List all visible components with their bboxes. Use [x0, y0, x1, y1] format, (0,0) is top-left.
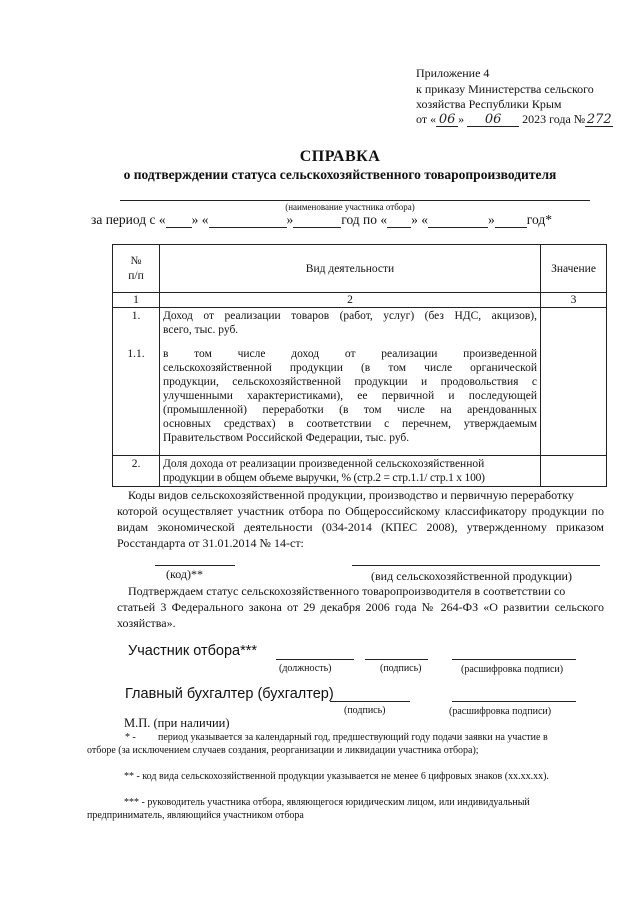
- period-suffix: год*: [526, 212, 552, 227]
- codes-line-2: которой осуществляет участник отбора по Общероссийскому классификатору продукции по: [117, 504, 604, 518]
- row-2-text: [160, 456, 541, 487]
- col-number-2: 2: [160, 293, 541, 308]
- codes-line-4: Росстандарта от 31.01.2014 № 14-ст:: [117, 536, 304, 550]
- footnote-2-mark: **: [124, 771, 134, 782]
- codes-line-3: видам экономической деятельности (034-2014 (КПЕС 2008), утвержденному приказом: [117, 520, 604, 534]
- code-line: [155, 565, 235, 566]
- accountant-signature-line: [330, 701, 410, 702]
- period-from-day-blank: [166, 215, 192, 228]
- period-line: [91, 212, 552, 228]
- row-2-line-1: Доля дохода от реализации произведенной сельскохозяйственной: [163, 458, 485, 470]
- product-caption: (вид сельскохозяйственной продукции): [371, 569, 572, 583]
- period-to: год по «: [341, 212, 388, 227]
- footnote-1-line-2: отборе (за исключением случаев создания, реорганизации и ликвидации участника отбора);: [87, 745, 479, 756]
- period-to-year-blank: [495, 215, 527, 228]
- period-to-day-blank: [387, 215, 411, 228]
- row-1-1-line-7: Правительством Российской Федерации, тыс. руб.: [163, 432, 410, 444]
- confirm-line-2: статьей 3 Федерального закона от 29 декабря 2006 года № 264-ФЗ «О развитии сельского: [117, 600, 604, 614]
- appendix-number: Приложение 4: [416, 66, 490, 80]
- footnote-3-line-1: [124, 797, 530, 808]
- period-sep-4: »: [488, 212, 495, 227]
- period-sep-2: »: [286, 212, 294, 227]
- position-caption: (должность): [279, 663, 332, 674]
- period-sep-3: » «: [411, 212, 429, 227]
- row-texts-cell: [160, 308, 541, 456]
- row-1-1-line-3: продукции, сельскохозяйственной продукции и продовольствия с: [163, 376, 537, 388]
- codes-line-1: Коды видов сельскохозяйственной продукции, производство и первичную переработку: [128, 488, 574, 502]
- period-to-month-blank: [428, 215, 488, 228]
- date-year: 2023 года №: [522, 112, 586, 126]
- accountant-label: Главный бухгалтер (бухгалтер): [125, 686, 334, 702]
- row-1-value: [541, 308, 607, 456]
- period-sep-1: » «: [191, 212, 209, 227]
- document-title: СПРАВКА: [299, 148, 381, 165]
- table-header-row: [113, 245, 607, 293]
- header-num: № п/п: [113, 245, 160, 293]
- period-prefix: за период с «: [91, 212, 166, 227]
- date-mid: »: [458, 112, 465, 126]
- decoding-caption: (расшифровка подписи): [461, 664, 564, 675]
- date-prefix: от «: [416, 112, 437, 126]
- date-day: 06: [436, 112, 458, 127]
- row-1-1-line-2: сельскохозяйственной продукции (в том числе органической: [163, 362, 537, 374]
- accountant-signature-caption: (подпись): [344, 705, 386, 716]
- row-1-num: 1.: [131, 310, 141, 322]
- row-1-line-2: всего, тыс. руб.: [163, 324, 239, 336]
- header-value: Значение: [541, 245, 607, 293]
- confirm-paragraph: [117, 583, 604, 631]
- footnote-1-mark: * -: [125, 732, 136, 743]
- participant-name-caption: (наименование участника отбора): [285, 202, 415, 212]
- decoding-line: [452, 659, 576, 660]
- footnote-1-line-1: период указывается за календарный год, предшествующий году подачи заявки на участие в: [158, 732, 548, 743]
- appendix-line-3: хозяйства Республики Крым: [416, 97, 562, 111]
- row-2-num: 2.: [113, 456, 160, 487]
- appendix-date-line: [416, 112, 613, 127]
- participant-name-line: [120, 200, 590, 201]
- footnote-2: [124, 771, 549, 782]
- signature-line: [365, 659, 428, 660]
- period-from-year-blank: [293, 215, 341, 228]
- row-1-1-line-5: (промышленной) переработки (в том числе на арендованных: [163, 404, 537, 416]
- row-1-1-num: 1.1.: [127, 348, 145, 360]
- position-line: [276, 659, 354, 660]
- row-1-line-1: Доход от реализации товаров (работ, услуг) (без НДС, акцизов),: [163, 310, 537, 322]
- footnote-3-text: - руководитель участника отбора, являющегося юридическим лицом, или индивидуальный: [141, 797, 530, 808]
- row-2-line-2: продукции в общем объеме выручки, % (стр.2 = стр.1.1/ стр.1 х 100): [163, 472, 485, 484]
- header-activity: Вид деятельности: [160, 245, 541, 293]
- date-month: 06: [467, 112, 519, 127]
- accountant-decoding-caption: (расшифровка подписи): [449, 706, 552, 717]
- product-line: [352, 565, 600, 566]
- footnote-3-line-2: предприниматель, являющийся участником отбора: [87, 810, 304, 821]
- table-row-merged: [113, 308, 607, 456]
- row-nums-cell: [113, 308, 160, 456]
- participant-label: Участник отбора***: [128, 643, 258, 659]
- column-numbers-row: [113, 293, 607, 308]
- signature-caption: (подпись): [380, 663, 422, 674]
- row-2-value: [541, 456, 607, 487]
- document-subtitle: о подтверждении статуса сельскохозяйственного товаропроизводителя: [123, 167, 557, 182]
- row-1-1-line-1: в том числе доход от реализации произведенной: [163, 348, 537, 360]
- appendix-line-2: к приказу Министерства сельского: [416, 82, 594, 96]
- footnote-2-text: - код вида сельскохозяйственной продукции указывается не менее 6 цифровых знаков (хх.хх.хх).: [136, 771, 549, 782]
- confirm-line-1: Подтверждаем статус сельскохозяйственного товаропроизводителя в соответствии со: [128, 584, 566, 598]
- codes-paragraph: [117, 487, 604, 551]
- row-1-1-line-4: улучшенными характеристиками), ее первичной и последующей: [163, 390, 537, 402]
- col-number-3: 3: [541, 293, 607, 308]
- period-from-month-blank: [209, 215, 287, 228]
- stamp-label: М.П. (при наличии): [124, 716, 230, 730]
- table-row-2: [113, 456, 607, 487]
- activity-table: [112, 244, 607, 487]
- code-caption: (код)**: [166, 567, 203, 581]
- footnote-3-mark: ***: [124, 797, 139, 808]
- col-number-1: 1: [113, 293, 160, 308]
- order-number: 272: [586, 112, 612, 127]
- confirm-line-3: хозяйства».: [117, 616, 176, 630]
- row-1-1-line-6: основных средствах) в соответствии с перечнем, утверждаемым: [163, 418, 537, 430]
- accountant-decoding-line: [452, 701, 576, 702]
